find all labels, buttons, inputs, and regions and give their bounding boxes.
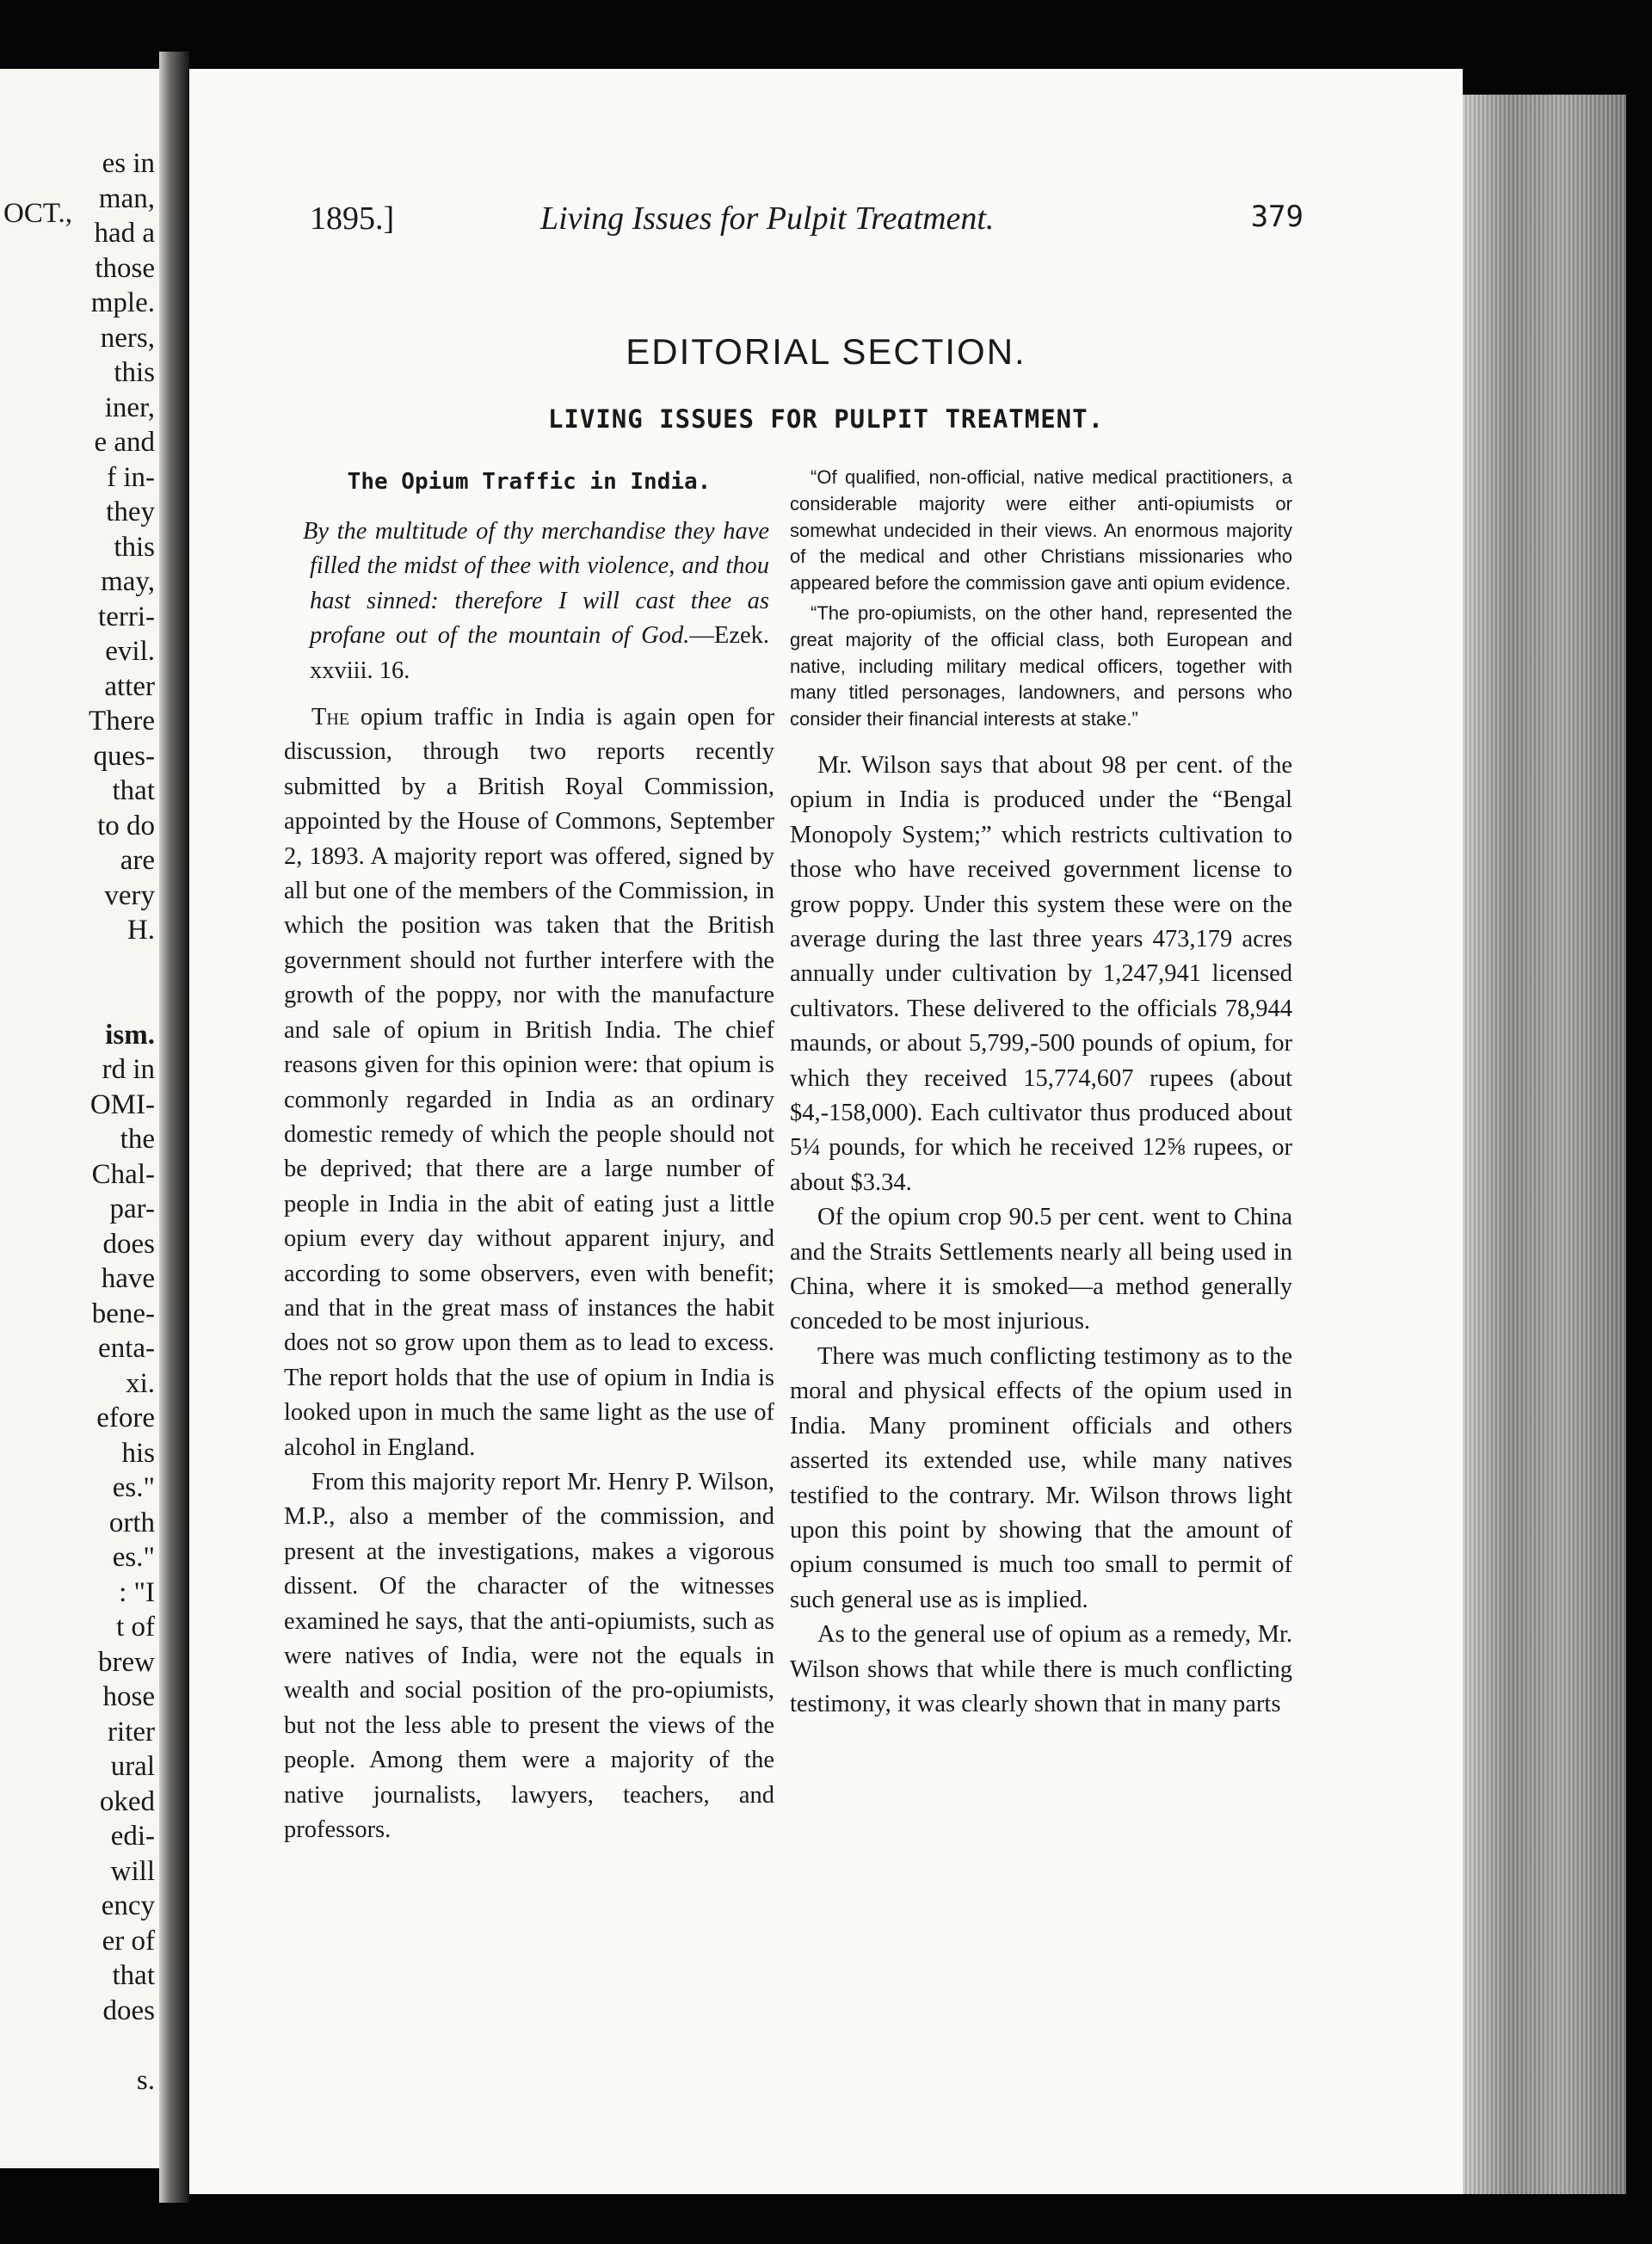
facing-page-line: man,	[98, 182, 155, 214]
facing-page-line	[0, 983, 155, 1018]
facing-page-line: have	[101, 1263, 155, 1294]
facing-page-line: mple.	[90, 287, 155, 318]
facing-page-line: ners,	[100, 322, 155, 354]
page-number: 379	[1250, 200, 1304, 234]
paragraph-1	[284, 700, 774, 1465]
facing-page-left	[0, 69, 159, 2168]
facing-page-line: ism.	[105, 1019, 155, 1051]
running-head-title: Living Issues for Pulpit Treatment.	[540, 200, 995, 237]
facing-page-line: they	[106, 496, 155, 527]
facing-page-line: that	[112, 1960, 155, 1991]
facing-page-line: e and	[94, 427, 155, 458]
subsection-title: LIVING ISSUES FOR PULPIT TREATMENT.	[547, 404, 1105, 434]
facing-page-line: terri-	[98, 601, 155, 632]
facing-page-line: ural	[110, 1751, 155, 1782]
facing-page-line: There	[89, 706, 155, 737]
facing-page-line: that	[112, 775, 155, 806]
facing-page-line: f in-	[107, 461, 155, 493]
quote-paragraph-2: “The pro-opiumists, on the other hand, represented the great majority of the official class, both European and native, including military medical officers, together with many titled personages, landowners, and persons who consider their financial interests at stake.”	[790, 601, 1292, 731]
facing-page-line: enta-	[98, 1333, 155, 1364]
facing-page-running-head: OCT.,	[3, 198, 73, 229]
facing-page-line: efore	[96, 1402, 155, 1433]
facing-page-line: to do	[97, 810, 155, 842]
facing-page-line: iner,	[104, 391, 155, 423]
text-column-left	[284, 465, 774, 1847]
facing-page-line: xi.	[126, 1367, 155, 1399]
facing-page-line: his	[121, 1437, 155, 1469]
running-head	[310, 200, 1304, 243]
facing-page-line: very	[104, 879, 155, 911]
facing-page-line: will	[110, 1855, 155, 1887]
paragraph-2: From this majority report Mr. Henry P. Wilson, M.P., also a member of the commission, and present at the investigations, makes a vigorous dissent. Of the character of the witnesses examined he says, that the anti-opiumists, such as were natives of India, were not the equals in wealth and social position of the pro-opiumists, but not the less able to present the views of the people. Among them were a majority of the native journalists, lawyers, teachers, and professors.	[284, 1468, 774, 1844]
paragraph-4: Of the opium crop 90.5 per cent. went to China and the Straits Settlements nearly all being used in China, where it is smoked—a method generally conceded to be most injurious.	[790, 1204, 1292, 1335]
facing-page-line: par-	[109, 1193, 155, 1224]
running-head-year: 1895.]	[310, 200, 395, 237]
paragraph-1-text: opium traffic in India is again open for discussion, through two reports recently submitted by a British Royal Commission, appointed by the House of Commons, September 2, 1893. A majority report was offered, signed by all but one of the members of the Commission, in which the position was taken that the British government should not further interfere with the growth of the poppy, nor with the manufacture and sale of opium in British India. The chief reasons given for this opinion were: that opium is commonly regarded in India as an ordinary domestic remedy of which the people should not be deprived; that there are a large number of people in India in the abit of eating just a little opium every day without apparent injury, and according to some observers, even with benefit; and that in the great mass of instances the habit does not so grow upon them as to lead to excess. The report holds that the use of opium in India is looked upon in much the same light as the use of alcohol in England.	[284, 704, 775, 1461]
epigraph-text: By the multitude of thy merchandise they have filled the midst of thee with violence, and thou hast sinned: therefore I will cast thee as profane out of the mountain of God.	[303, 518, 769, 650]
facing-page-line: es."	[112, 1472, 155, 1503]
facing-page-line: those	[95, 252, 155, 284]
facing-page-line: Chal-	[91, 1158, 155, 1190]
facing-page-line: OMI-	[89, 1088, 155, 1120]
facing-page-line	[0, 948, 155, 983]
paragraph-3: Mr. Wilson says that about 98 per cent. of the opium in India is produced under the “Bengal Monopoly System;” which restricts cultivation to those who have received government license to grow poppy. Under this system these were on the average during the last three years 473,179 acres annually under cultivation by 1,247,941 licensed cultivators. These delivered to the officials 78,944 maunds, or about 5,799,-500 pounds of opium, for which they received 15,774,607 rupees (about $4,-158,000). Each cultivator thus produced about 5¼ pounds, for which he received 12⅝ rupees, or about $3.34.	[790, 751, 1292, 1196]
facing-page-line: are	[120, 845, 155, 876]
paragraph-5: There was much conflicting testimony as to the moral and physical effects of the opium used in India. Many prominent officials and others asserted its extended use, while many natives testified to the contrary. Mr. Wilson throws light upon this point by showing that the amount of opium consumed is much too small to permit of such general use as is implied.	[790, 1342, 1292, 1613]
article-title: The Opium Traffic in India.	[347, 469, 712, 495]
facing-page-line: t of	[116, 1612, 155, 1643]
facing-page-line: this	[114, 357, 155, 388]
facing-page-line: evil.	[105, 636, 155, 667]
facing-page-line: riter	[108, 1716, 155, 1748]
facing-page-line: s.	[136, 2064, 155, 2096]
facing-page-line: er of	[102, 1925, 155, 1957]
page-edges	[1463, 95, 1626, 2194]
epigraph-reference: —Ezek. xxviii. 16.	[310, 622, 769, 684]
facing-page-line: atter	[104, 670, 155, 702]
section-title: EDITORIAL SECTION.	[626, 331, 1026, 372]
paragraph-6: As to the general use of opium as a remedy, Mr. Wilson shows that while there is much conflicting testimony, it was clearly shown that in many parts	[790, 1621, 1292, 1717]
facing-page-line: brew	[98, 1646, 155, 1678]
facing-page-line: orth	[108, 1507, 155, 1538]
facing-page-line: had a	[94, 218, 155, 249]
facing-page-line: does	[102, 1228, 155, 1260]
facing-page-line: may,	[101, 566, 155, 597]
facing-page-line	[0, 2028, 155, 2063]
facing-page-line: hose	[102, 1681, 155, 1712]
epigraph	[301, 515, 769, 688]
quoted-block	[790, 465, 1292, 733]
facing-page-line: ques-	[93, 740, 155, 772]
facing-page-line: oked	[99, 1785, 155, 1817]
facing-page-line: es in	[102, 148, 155, 179]
paragraph-1-lead: The	[311, 704, 350, 731]
quote-paragraph-1: “Of qualified, non-official, native medical practitioners, a considerable majority were either anti-opiumists or somewhat undecided in their views. An enormous majority of the medical and other Christians missionaries who appeared before the commission gave anti opium evidence.	[790, 466, 1292, 595]
book-gutter	[159, 52, 189, 2203]
facing-page-line: the	[120, 1124, 155, 1155]
facing-page-line: edi-	[110, 1821, 155, 1852]
facing-page-line: does	[102, 1994, 155, 2026]
text-column-right	[790, 465, 1292, 1722]
facing-page-line: es."	[112, 1542, 155, 1573]
facing-page-text-column	[0, 146, 159, 2098]
facing-page-line: : "I	[119, 1576, 155, 1608]
facing-page-line: ency	[101, 1890, 155, 1921]
facing-page-line: rd in	[102, 1054, 155, 1085]
facing-page-line: bene-	[91, 1298, 155, 1329]
facing-page-line: H.	[126, 915, 155, 946]
facing-page-line: this	[114, 531, 155, 563]
